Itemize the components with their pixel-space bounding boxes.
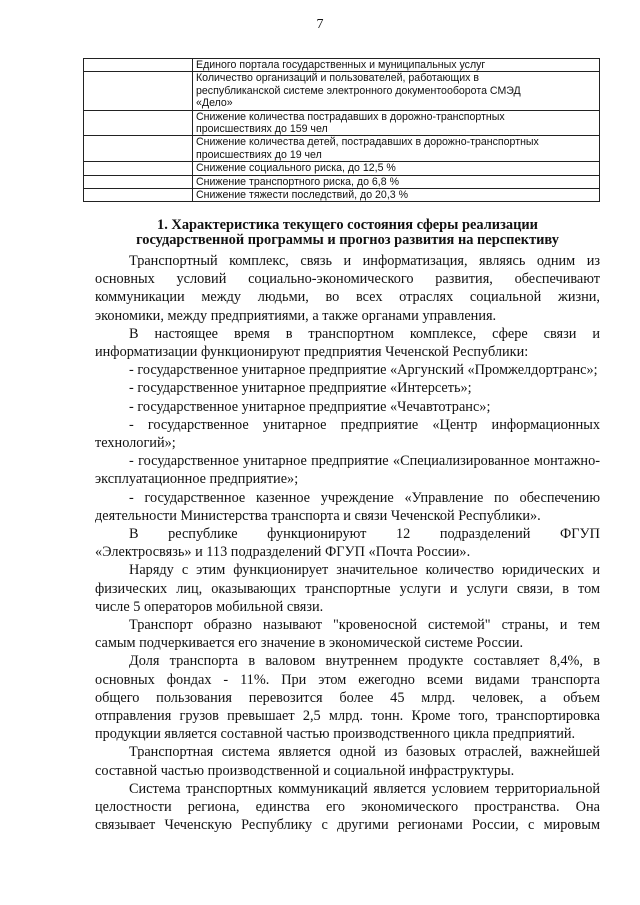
paragraph-line: - государственное казенное учреждение «Управление по обеспечению [129,489,600,506]
paragraph [95,416,600,452]
paragraph-line: коммуникации между людьми, во всех отраслях социальной жизни, [95,289,600,306]
paragraph [95,379,600,397]
paragraph [95,652,600,743]
table-cell-line: Снижение транспортного риска, до 6,8 % [196,175,399,188]
table-cell-line: Снижение тяжести последствий, до 20,3 % [196,189,409,202]
paragraph-line: - государственное унитарное предприятие «Чечавтотранс»; [129,398,491,415]
paragraph-line: составной частью производственной и социальной инфраструктуры. [95,762,515,779]
paragraph-line: технологий»; [95,435,176,452]
table-cell-line: Единого портала государственных и муниципальных услуг [196,59,486,71]
paragraph [95,780,600,835]
paragraph-line: В настоящее время в транспортном комплексе, сфере связи и [129,325,600,342]
paragraph-line: отправления грузов превышает 2,5 млрд. тонн. Кроме того, транспортировка [95,708,600,725]
paragraph-line: информатизации функционируют предприятия Чеченской Республики: [95,344,529,361]
paragraph [95,616,600,652]
paragraph-line: Транспортная система является одной из базовых отраслей, важнейшей [129,744,600,761]
paragraph-line: - государственное унитарное предприятие «Аргунский «Промжелдортранс»; [129,362,598,379]
table-cell-line: Снижение количества пострадавших в дорожно-транспортных [196,110,505,123]
paragraph-line: деятельности Министерства транспорта и связи Чеченской Республики». [95,507,541,524]
table-row [84,175,600,188]
table-cell-empty [84,59,193,72]
paragraph-line: числе 5 операторов мобильной связи. [95,598,324,615]
table-cell-line: республиканской системе электронного документооборота СМЭД [196,84,521,97]
paragraph [95,489,600,525]
section-heading-line: государственной программы и прогноз развития на перспективу [136,232,559,248]
paragraph-line: Наряду с этим функционирует значительное количество юридических и [129,562,600,579]
paragraph-line: основных условий социально-экономического развития, обеспечивают [95,271,600,288]
paragraph [95,325,600,361]
paragraph-line: общего пользования перевозится более 45 млрд. человек, а объем [95,689,600,706]
paragraph-line: - государственное унитарное предприятие «Интерсеть»; [129,380,472,397]
table-row [84,59,600,72]
paragraph-line: физических лиц, оказывающих транспортные услуги и услуги связи, в том [95,580,600,597]
paragraph-line: эксплуатационное предприятие»; [95,471,299,488]
paragraph-line: В республике функционируют 12 подразделений ФГУП [129,526,600,543]
paragraph-line: - государственное унитарное предприятие «Центр информационных [129,416,600,433]
table-cell-indicator [193,110,600,136]
paragraph [95,452,600,488]
indicators-table [83,58,600,202]
table-cell-empty [84,189,193,202]
paragraph-line: продукции является составной частью производственного цикла предприятий. [95,726,576,743]
table-cell-line: происшествиях до 19 чел [196,148,322,161]
section-heading-line: 1. Характеристика текущего состояния сферы реализации [157,217,538,233]
paragraph [95,252,600,325]
paragraph-line: экономики, между предприятиями, а также органами управления. [95,307,497,324]
paragraph-line: Система транспортных коммуникаций является условием территориальной [129,780,600,797]
table-cell-empty [84,162,193,175]
table-row [84,189,600,202]
table-cell-indicator [193,162,600,175]
table-cell-indicator [193,136,600,162]
table-row [84,162,600,175]
table-row [84,136,600,162]
section-body [95,218,600,835]
table-cell-indicator [193,175,600,188]
paragraph-line: целостности региона, единства его экономического пространства. Она [95,799,600,816]
table-row [84,110,600,136]
paragraph-line: - государственное унитарное предприятие «Специализированное монтажно- [129,453,600,470]
page-number: 7 [316,17,324,32]
paragraph-line: Доля транспорта в валовом внутреннем продукте составляет 8,4%, в [129,653,600,670]
paragraph-line: Транспорт образно называют "кровеносной системой" страны, и тем [129,617,600,634]
table-cell-line: происшествиях до 159 чел [196,123,328,136]
paragraph [95,361,600,379]
table-cell-indicator [193,72,600,110]
table-cell-empty [84,110,193,136]
paragraph [95,743,600,779]
table-cell-empty [84,175,193,188]
table-cell-line: Снижение количества детей, пострадавших в дорожно-транспортных [196,136,539,149]
paragraph [95,525,600,561]
table-cell-line: Снижение социального риска, до 12,5 % [196,162,396,175]
paragraph-line: самым подчеркивается его значение в экономической системе России. [95,635,524,652]
paragraph [95,398,600,416]
table-cell-indicator [193,59,600,72]
paragraph-line: Транспортный комплекс, связь и информатизация, являясь одним из [129,253,600,269]
table-cell-indicator [193,189,600,202]
section-heading [95,218,600,248]
table-cell-empty [84,72,193,110]
paragraph-line: основных фондах - 11%. При этом ежегодно всеми видами транспорта [95,671,600,688]
paragraph [95,561,600,616]
paragraph-line: связывает Чеченскую Республику с другими регионами России, с мировым [95,817,600,834]
table-cell-empty [84,136,193,162]
table-cell-line: «Дело» [196,97,233,110]
paragraph-line: «Электросвязь» и 113 подразделений ФГУП «Почта России». [95,544,471,561]
table-row [84,72,600,110]
table-cell-line: Количество организаций и пользователей, работающих в [196,72,479,85]
